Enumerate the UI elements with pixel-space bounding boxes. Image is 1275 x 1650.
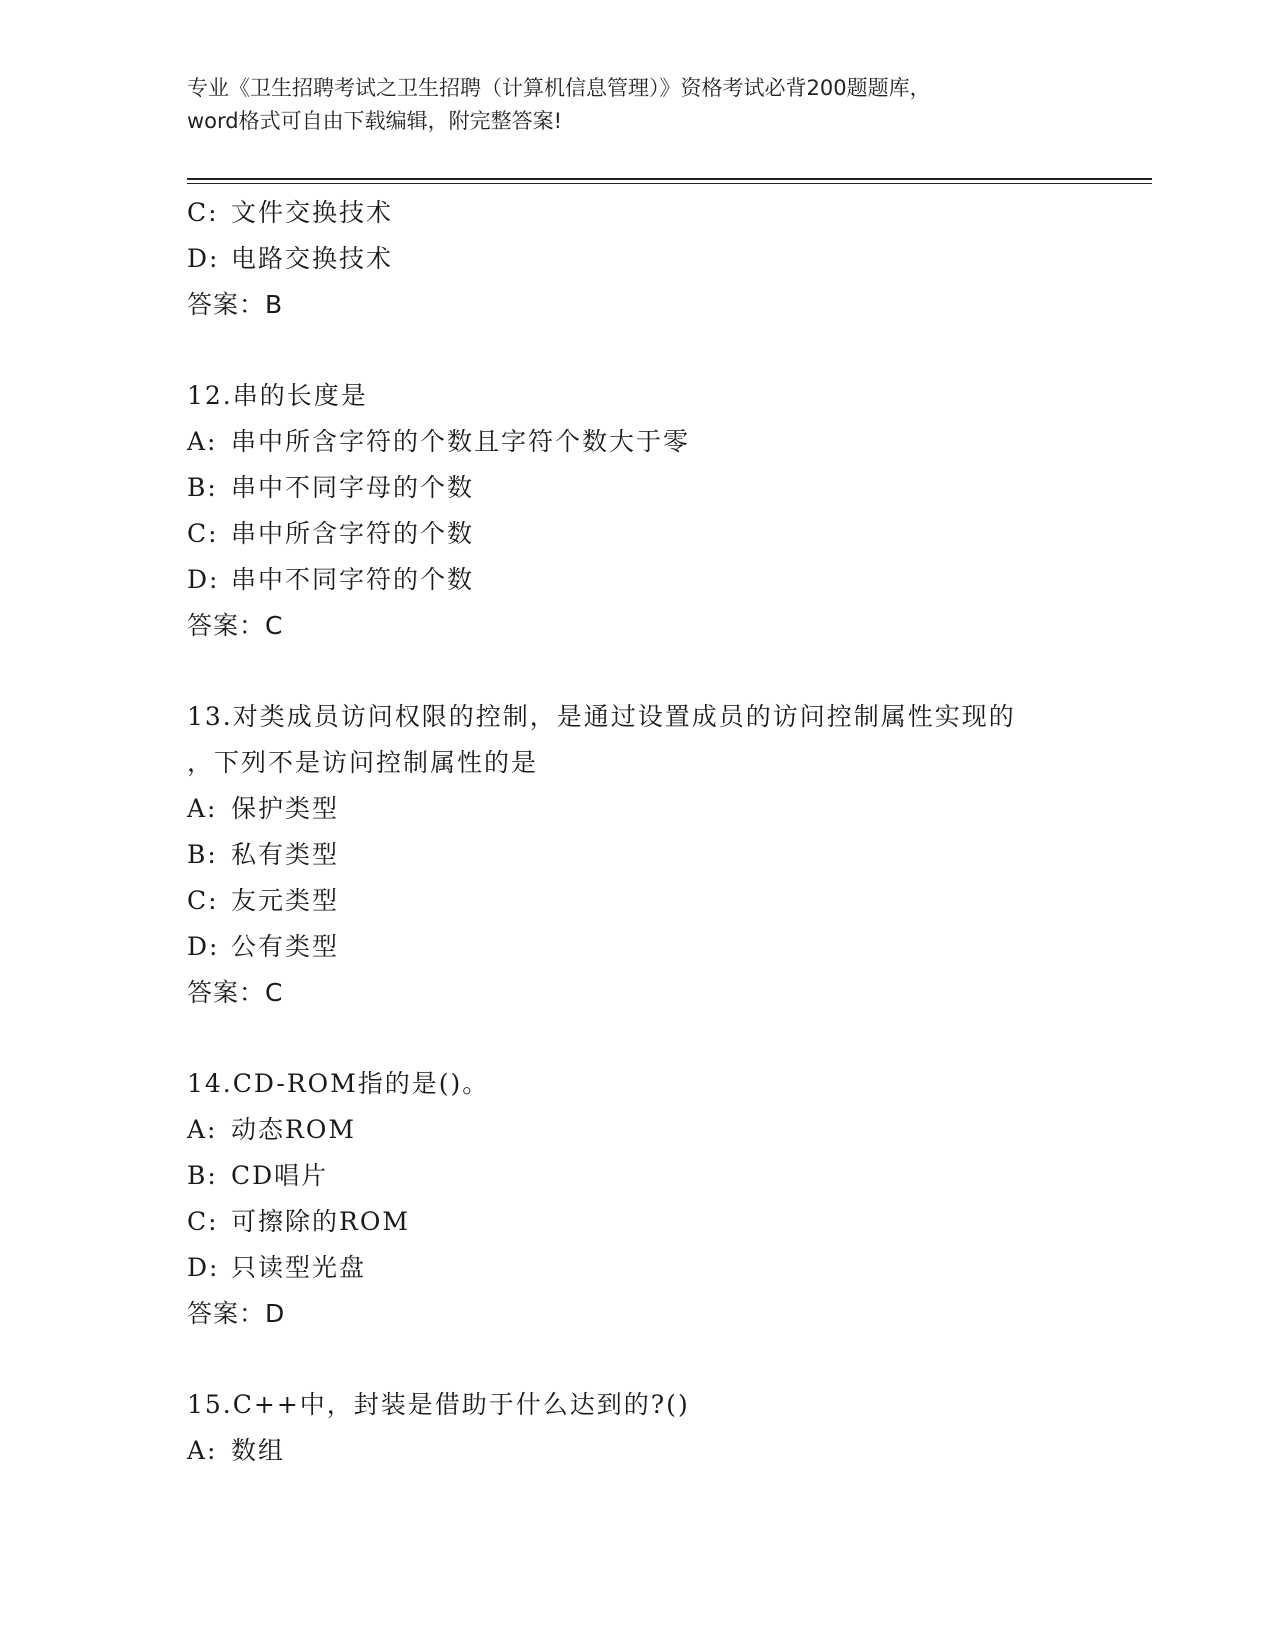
spacer — [187, 649, 1087, 694]
option-text: 私有类型 — [231, 840, 340, 869]
question-13 — [187, 694, 1087, 1016]
option-label: C: — [187, 886, 219, 915]
question-12 — [187, 373, 1087, 649]
question-stem: 14.CD-ROM指的是()。 — [187, 1069, 490, 1098]
option-label: B: — [187, 1161, 218, 1190]
option-text: 数组 — [231, 1436, 286, 1465]
option-label: A: — [187, 1436, 218, 1465]
option-label: D: — [187, 1253, 220, 1282]
option-text: 友元类型 — [231, 886, 340, 915]
option-text: 动态ROM — [231, 1115, 356, 1144]
answer-line: 答案：D — [187, 1299, 286, 1328]
option-label: C: — [187, 519, 219, 548]
option-label: C: — [187, 1207, 219, 1236]
header-title-line2: word格式可自由下载编辑，附完整答案! — [187, 109, 563, 133]
answer-line: 答案：B — [187, 290, 284, 319]
option-a — [187, 786, 1087, 832]
question-stem: 12.串的长度是 — [187, 381, 368, 410]
option-text: 电路交换技术 — [231, 244, 394, 273]
question-list — [187, 190, 1087, 1474]
option-d — [187, 924, 1087, 970]
option-a — [187, 419, 1087, 465]
option-text: 串中不同字符的个数 — [231, 565, 475, 594]
answer-line: 答案：C — [187, 978, 284, 1007]
option-label: D: — [187, 932, 220, 961]
option-label: D: — [187, 565, 220, 594]
option-c — [187, 190, 1087, 236]
option-label: B: — [187, 840, 218, 869]
option-b — [187, 1153, 1087, 1199]
option-c — [187, 1199, 1087, 1245]
option-b — [187, 832, 1087, 878]
option-text: 保护类型 — [231, 794, 340, 823]
spacer — [187, 328, 1087, 373]
spacer — [187, 1016, 1087, 1061]
option-text: 公有类型 — [231, 932, 340, 961]
option-text: 可擦除的ROM — [231, 1207, 410, 1236]
option-c — [187, 878, 1087, 924]
question-14 — [187, 1061, 1087, 1337]
option-label: A: — [187, 794, 218, 823]
option-b — [187, 465, 1087, 511]
question-15 — [187, 1382, 1087, 1474]
option-text: 串中所含字符的个数且字符个数大于零 — [231, 427, 691, 456]
option-d — [187, 557, 1087, 603]
option-a — [187, 1107, 1087, 1153]
option-text: 串中所含字符的个数 — [231, 519, 475, 548]
header-divider-thin — [187, 183, 1152, 184]
option-d — [187, 1245, 1087, 1291]
option-label: A: — [187, 427, 218, 456]
question-stem: 15.C++中，封装是借助于什么达到的?() — [187, 1390, 690, 1419]
option-c — [187, 511, 1087, 557]
header-title-line1: 专业《卫生招聘考试之卫生招聘（计算机信息管理）》资格考试必背200题题库， — [187, 76, 931, 100]
question-11-tail — [187, 190, 1087, 328]
option-text: 只读型光盘 — [231, 1253, 367, 1282]
header-divider-thick — [187, 178, 1152, 180]
document-header — [187, 72, 1087, 138]
option-label: A: — [187, 1115, 218, 1144]
option-label: C: — [187, 198, 219, 227]
option-text: 串中不同字母的个数 — [231, 473, 475, 502]
spacer — [187, 1337, 1087, 1382]
option-d — [187, 236, 1087, 282]
option-a — [187, 1428, 1087, 1474]
option-label: B: — [187, 473, 218, 502]
option-label: D: — [187, 244, 220, 273]
question-stem-line1: 13.对类成员访问权限的控制，是通过设置成员的访问控制属性实现的 — [187, 702, 1016, 731]
answer-line: 答案：C — [187, 611, 284, 640]
question-stem-line2: ，下列不是访问控制属性的是 — [187, 748, 539, 777]
option-text: 文件交换技术 — [231, 198, 394, 227]
option-text: CD唱片 — [231, 1161, 329, 1190]
